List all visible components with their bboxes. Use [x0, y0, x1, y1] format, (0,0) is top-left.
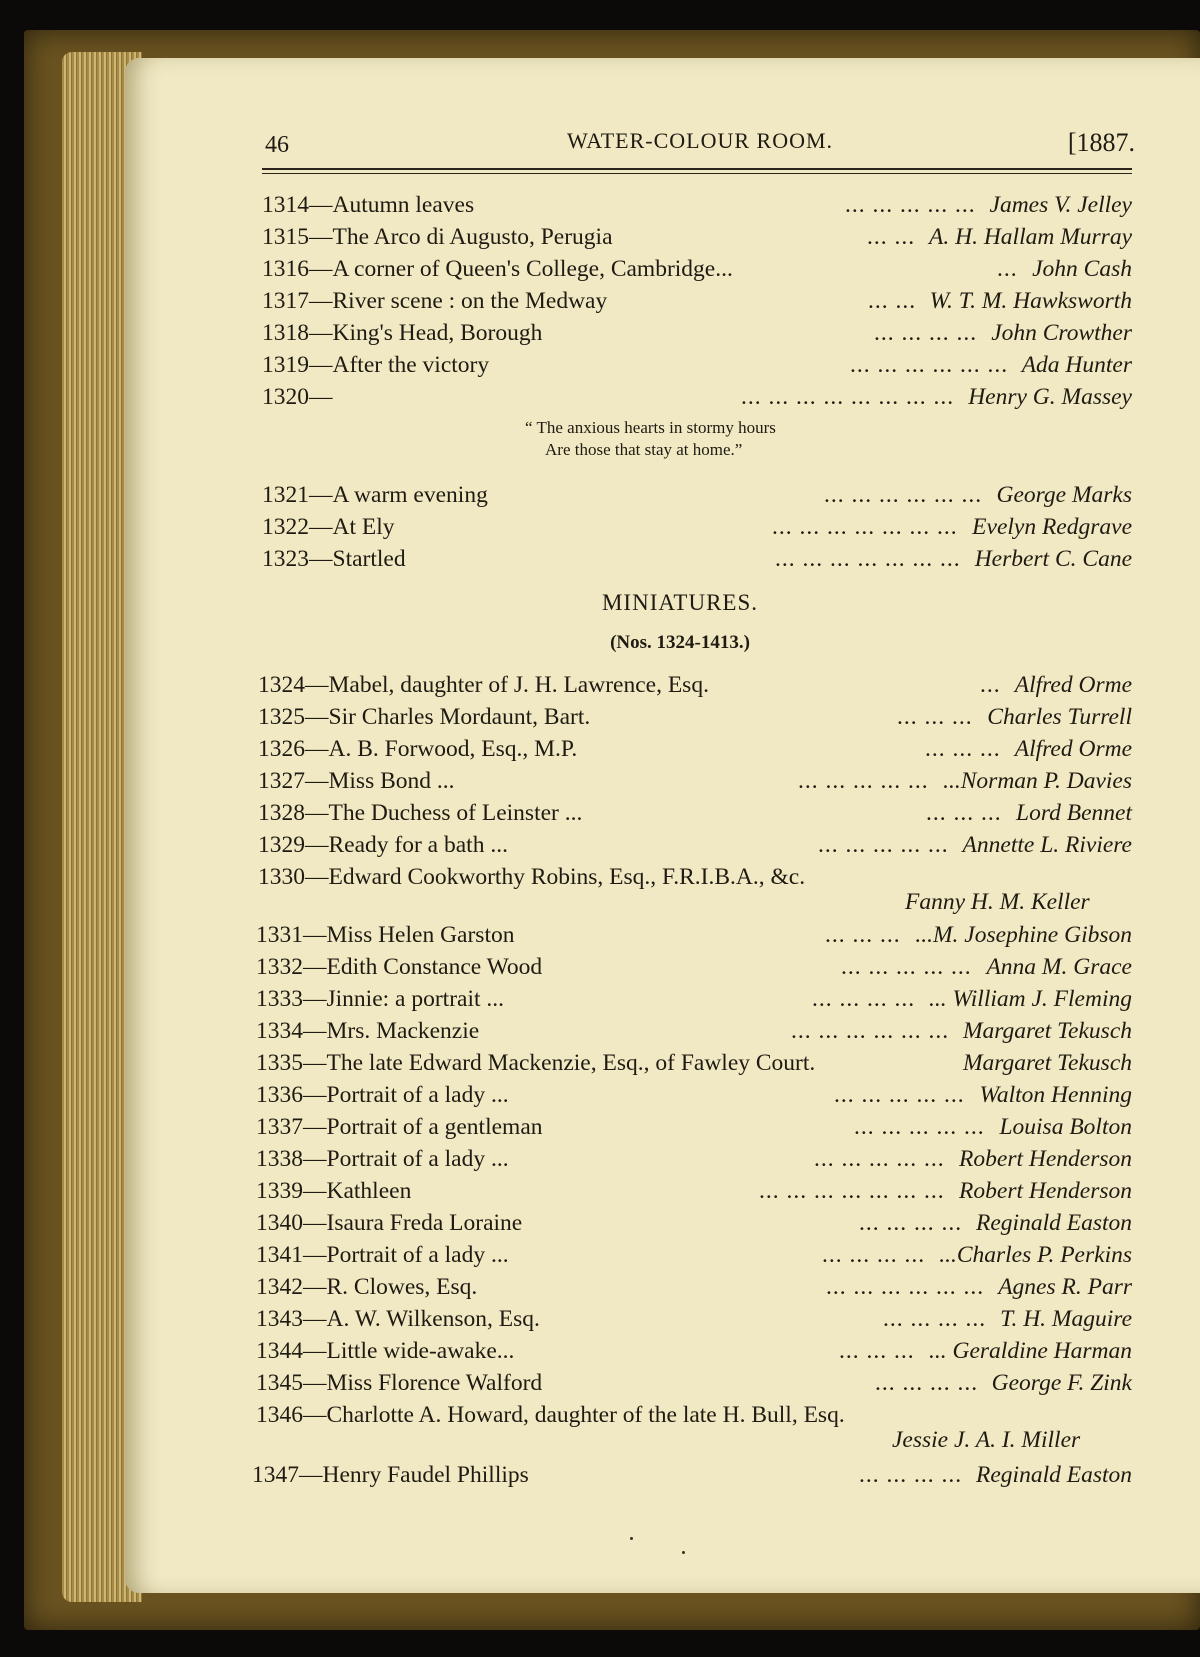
leader-dots: ... ... ... ... — [875, 1370, 979, 1396]
entry-row — [262, 350, 1132, 380]
entry-number: 1332 — [256, 954, 303, 980]
entry-label: 1319—After the victory — [262, 352, 490, 378]
entry-label: 1340—Isaura Freda Loraine — [256, 1210, 523, 1236]
entry-number: 1318 — [262, 320, 309, 346]
entry-number: 1330 — [258, 864, 305, 890]
entry-label: 1329—Ready for a bath ... — [258, 832, 508, 858]
entry-title: Edward Cookworthy Robins, Esq., F.R.I.B.A., &c. — [328, 864, 806, 890]
entry-title: Portrait of a lady ... — [326, 1082, 509, 1108]
entry-label: 1327—Miss Bond ... — [258, 768, 455, 794]
entry-artist: Evelyn Redgrave — [972, 514, 1132, 540]
entry-row — [256, 1240, 1132, 1270]
entry-artist: Robert Henderson — [959, 1178, 1132, 1204]
entry-row — [258, 670, 1132, 700]
entry-artist: Alfred Orme — [1014, 672, 1132, 698]
entry-label: 1326—A. B. Forwood, Esq., M.P. — [258, 736, 578, 762]
leader-dots: ... ... ... ... ... ... ... — [775, 546, 961, 572]
entry-label: 1337—Portrait of a gentleman — [256, 1114, 543, 1140]
entry-number: 1345 — [256, 1370, 303, 1396]
entry-title: Portrait of a lady ... — [326, 1146, 509, 1172]
leader-dots: ... ... ... ... ... — [834, 1082, 965, 1108]
entry-row — [252, 1460, 1132, 1490]
entry-title: After the victory — [332, 352, 490, 378]
leader-dots: ... ... ... ... ... ... — [824, 482, 983, 508]
entry-row — [256, 1176, 1132, 1206]
entry-artist: W. T. M. Hawksworth — [929, 288, 1132, 314]
entry-row — [258, 702, 1132, 732]
entry-artist: T. H. Maguire — [1000, 1306, 1132, 1332]
entry-number: 1336 — [256, 1082, 303, 1108]
entry-artist: Herbert C. Cane — [974, 546, 1132, 572]
entry-row — [262, 512, 1132, 542]
entry-label: 1323—Startled — [262, 546, 406, 572]
entry-label: 1324—Mabel, daughter of J. H. Lawrence, Esq. — [258, 672, 709, 698]
entry-number: 1338 — [256, 1146, 303, 1172]
entry-title: Charlotte A. Howard, daughter of the late H. Bull, Esq. — [326, 1402, 845, 1428]
entry-title: A. B. Forwood, Esq., M.P. — [328, 736, 578, 762]
entry-number: 1314 — [262, 192, 309, 218]
leader-dots: ... ... ... ... — [812, 986, 916, 1012]
entry-label: 1346—Charlotte A. Howard, daughter of the late H. Bull, Esq. — [256, 1402, 845, 1428]
entry-row — [258, 798, 1132, 828]
entry-row — [258, 830, 1132, 860]
leader-dots: ... ... ... — [825, 922, 901, 948]
entry-artist: A. H. Hallam Murray — [929, 224, 1132, 250]
entry-label: 1320— — [262, 384, 333, 410]
entry-title: Kathleen — [326, 1178, 412, 1204]
leader-dots: ... ... ... ... — [859, 1462, 963, 1488]
leader-dots: ... ... ... — [925, 736, 1001, 762]
leader-dots: ... ... ... ... ... — [845, 192, 976, 218]
entry-label: 1318—King's Head, Borough — [262, 320, 543, 346]
entry-title: Mabel, daughter of J. H. Lawrence, Esq. — [328, 672, 709, 698]
entry-number: 1333 — [256, 986, 303, 1012]
entry-label: 1316—A corner of Queen's College, Cambridge... — [262, 256, 733, 282]
entry-row — [256, 1080, 1132, 1110]
leader-dots: ... ... ... ... ... ... ... ... — [741, 384, 955, 410]
quote-line-2: Are those that stay at home.” — [545, 440, 743, 459]
entry-number: 1321 — [262, 482, 309, 508]
entry-row — [262, 254, 1132, 284]
leader-dots: ... ... ... ... ... — [841, 954, 972, 980]
entry-label: 1333—Jinnie: a portrait ... — [256, 986, 505, 1012]
entry-number: 1320 — [262, 384, 309, 410]
entry-label: 1341—Portrait of a lady ... — [256, 1242, 509, 1268]
entry-number: 1319 — [262, 352, 309, 378]
entry-title: Sir Charles Mordaunt, Bart. — [328, 704, 591, 730]
leader-dots: ... ... — [868, 288, 917, 314]
entry-artist: Reginald Easton — [976, 1210, 1132, 1236]
entry-row — [256, 1048, 1132, 1078]
entry-number: 1328 — [258, 800, 305, 826]
entry-label: 1315—The Arco di Augusto, Perugia — [262, 224, 613, 250]
entry-row — [262, 286, 1132, 316]
entry-artist: John Cash — [1032, 256, 1132, 282]
entry-label: 1338—Portrait of a lady ... — [256, 1146, 509, 1172]
entry-row — [256, 1112, 1132, 1142]
leader-dots: ... ... ... ... ... ... — [826, 1274, 985, 1300]
entry-title: Miss Florence Walford — [326, 1370, 543, 1396]
entry-row — [262, 190, 1132, 220]
entry-title: Little wide-awake... — [326, 1338, 515, 1364]
entry-artist: Margaret Tekusch — [962, 1050, 1132, 1076]
leader-dots: ... ... ... — [897, 704, 973, 730]
entry-number: 1335 — [256, 1050, 303, 1076]
entry-artist: Alfred Orme — [1014, 736, 1132, 762]
entry-number: 1329 — [258, 832, 305, 858]
entry-row — [256, 1368, 1132, 1398]
page-year: [1887. — [1067, 128, 1135, 157]
entry-number: 1340 — [256, 1210, 303, 1236]
entry-artist: ...M. Josephine Gibson — [915, 922, 1132, 948]
leader-dots: ... ... ... ... — [883, 1306, 987, 1332]
leader-dots: ... ... ... ... — [822, 1242, 926, 1268]
entry-1330-artist: Fanny H. M. Keller — [905, 889, 1090, 915]
entry-artist: Lord Bennet — [1016, 800, 1132, 826]
leader-dots: ... ... ... ... ... — [814, 1146, 945, 1172]
entry-row — [262, 382, 1132, 412]
entry-title: Isaura Freda Loraine — [326, 1210, 523, 1236]
leader-dots: ... ... ... ... ... ... ... — [772, 514, 958, 540]
entry-row — [256, 1208, 1132, 1238]
entry-artist: ... Geraldine Harman — [929, 1338, 1132, 1364]
leader-dots: ... ... ... ... ... ... — [791, 1018, 950, 1044]
entry-title: Ready for a bath ... — [328, 832, 508, 858]
entry-label: 1331—Miss Helen Garston — [256, 922, 515, 948]
entry-title: A corner of Queen's College, Cambridge... — [332, 256, 733, 282]
entry-number: 1341 — [256, 1242, 303, 1268]
entry-title: Miss Helen Garston — [326, 922, 515, 948]
entry-title: Edith Constance Wood — [326, 954, 543, 980]
entry-row — [262, 544, 1132, 574]
entry-artist: Margaret Tekusch — [962, 1018, 1132, 1044]
entry-artist: George F. Zink — [991, 1370, 1132, 1396]
leader-dots: ... ... — [867, 224, 916, 250]
entry-number: 1327 — [258, 768, 305, 794]
entry-label: 1314—Autumn leaves — [262, 192, 475, 218]
entry-artist: Annette L. Riviere — [962, 832, 1132, 858]
entry-row — [258, 734, 1132, 764]
entry-label: 1317—River scene : on the Medway — [262, 288, 608, 314]
leader-dots: ... ... ... ... — [859, 1210, 963, 1236]
entry-label: 1330—Edward Cookworthy Robins, Esq., F.R.I.B.A., &c. — [258, 864, 806, 890]
entry-artist: Charles Turrell — [987, 704, 1132, 730]
leader-dots: ... — [980, 672, 1001, 698]
entry-title: Startled — [332, 546, 406, 572]
entry-artist: Henry G. Massey — [968, 384, 1132, 410]
quote-line-1: “ The anxious hearts in stormy hours — [525, 418, 776, 437]
entry-number: 1331 — [256, 922, 303, 948]
leader-dots: ... ... ... ... ... — [798, 768, 929, 794]
entry-title: A warm evening — [332, 482, 488, 508]
entry-label: 1345—Miss Florence Walford — [256, 1370, 543, 1396]
entry-title: Mrs. Mackenzie — [326, 1018, 480, 1044]
entry-label: 1321—A warm evening — [262, 482, 488, 508]
entry-title: Henry Faudel Phillips — [322, 1462, 529, 1488]
entry-number: 1325 — [258, 704, 305, 730]
entry-title: Portrait of a gentleman — [326, 1114, 543, 1140]
entry-label: 1334—Mrs. Mackenzie — [256, 1018, 480, 1044]
entry-title: River scene : on the Medway — [332, 288, 608, 314]
leader-dots: ... ... ... — [839, 1338, 915, 1364]
entry-title: Autumn leaves — [332, 192, 475, 218]
entry-row — [256, 984, 1132, 1014]
entry-number: 1342 — [256, 1274, 303, 1300]
entry-artist: Walton Henning — [979, 1082, 1132, 1108]
leader-dots: ... ... ... ... ... ... — [850, 352, 1009, 378]
entry-label: 1332—Edith Constance Wood — [256, 954, 543, 980]
entry-label: 1325—Sir Charles Mordaunt, Bart. — [258, 704, 591, 730]
entry-1346-artist: Jessie J. A. I. Miller — [892, 1427, 1081, 1453]
leader-dots: ... ... ... ... ... — [818, 832, 949, 858]
page-mark — [682, 1551, 685, 1554]
entry-row — [256, 920, 1132, 950]
entry-title: King's Head, Borough — [332, 320, 543, 346]
entry-number: 1346 — [256, 1402, 303, 1428]
entry-label: 1335—The late Edward Mackenzie, Esq., of Fawley Court. — [256, 1050, 816, 1076]
entry-title: The late Edward Mackenzie, Esq., of Fawley Court. — [326, 1050, 816, 1076]
entry-number: 1316 — [262, 256, 309, 282]
entry-row — [262, 318, 1132, 348]
entry-number: 1323 — [262, 546, 309, 572]
leader-dots: ... — [997, 256, 1018, 282]
entry-number: 1326 — [258, 736, 305, 762]
entry-artist: ...Charles P. Perkins — [939, 1242, 1132, 1268]
entry-label: 1328—The Duchess of Leinster ... — [258, 800, 583, 826]
entry-label: 1342—R. Clowes, Esq. — [256, 1274, 478, 1300]
section-subtitle: (Nos. 1324-1413.) — [610, 632, 750, 653]
entry-number: 1322 — [262, 514, 309, 540]
entry-artist: Robert Henderson — [959, 1146, 1132, 1172]
entry-artist: James V. Jelley — [989, 192, 1132, 218]
entry-number: 1317 — [262, 288, 309, 314]
entry-number: 1315 — [262, 224, 309, 250]
entry-number: 1347 — [252, 1462, 299, 1488]
entry-artist: Louisa Bolton — [999, 1114, 1132, 1140]
entry-row — [262, 480, 1132, 510]
entry-label: 1336—Portrait of a lady ... — [256, 1082, 509, 1108]
entry-number: 1324 — [258, 672, 305, 698]
entry-artist: George Marks — [996, 482, 1132, 508]
entry-row — [262, 222, 1132, 252]
entry-row — [256, 952, 1132, 982]
entry-number: 1343 — [256, 1306, 303, 1332]
section-title: MINIATURES. — [601, 590, 759, 615]
entry-label: 1347—Henry Faudel Phillips — [252, 1462, 529, 1488]
entry-artist: Agnes R. Parr — [998, 1274, 1132, 1300]
entry-row — [256, 1272, 1132, 1302]
entry-artist: ... William J. Fleming — [929, 986, 1132, 1012]
entry-label: 1343—A. W. Wilkenson, Esq. — [256, 1306, 540, 1332]
entry-row — [256, 1304, 1132, 1334]
leader-dots: ... ... ... — [926, 800, 1002, 826]
entry-artist: ...Norman P. Davies — [943, 768, 1132, 794]
entry-row — [256, 1336, 1132, 1366]
entry-number: 1337 — [256, 1114, 303, 1140]
entry-row — [258, 766, 1132, 796]
entry-label: 1339—Kathleen — [256, 1178, 412, 1204]
entry-title: Miss Bond ... — [328, 768, 455, 794]
page-number: 46 — [265, 132, 289, 158]
leader-dots: ... ... ... ... ... — [854, 1114, 985, 1140]
entry-row — [256, 1016, 1132, 1046]
entry-artist: Anna M. Grace — [986, 954, 1132, 980]
entry-label: 1344—Little wide-awake... — [256, 1338, 515, 1364]
entry-number: 1344 — [256, 1338, 303, 1364]
entry-artist: Reginald Easton — [976, 1462, 1132, 1488]
entry-title: Jinnie: a portrait ... — [326, 986, 505, 1012]
entry-title: At Ely — [332, 514, 395, 540]
entry-number: 1339 — [256, 1178, 303, 1204]
entry-title: Portrait of a lady ... — [326, 1242, 509, 1268]
entry-row — [256, 1144, 1132, 1174]
page-heading: WATER-COLOUR ROOM. — [566, 128, 834, 153]
entry-label: 1322—At Ely — [262, 514, 395, 540]
leader-dots: ... ... ... ... — [874, 320, 978, 346]
entry-title: A. W. Wilkenson, Esq. — [326, 1306, 540, 1332]
entry-number: 1334 — [256, 1018, 303, 1044]
entry-title: The Duchess of Leinster ... — [328, 800, 583, 826]
entry-title: The Arco di Augusto, Perugia — [332, 224, 613, 250]
page-mark — [630, 1537, 633, 1540]
entry-artist: Ada Hunter — [1021, 352, 1132, 378]
entry-title: R. Clowes, Esq. — [326, 1274, 478, 1300]
leader-dots: ... ... ... ... ... ... ... — [759, 1178, 945, 1204]
entry-artist: John Crowther — [991, 320, 1132, 346]
